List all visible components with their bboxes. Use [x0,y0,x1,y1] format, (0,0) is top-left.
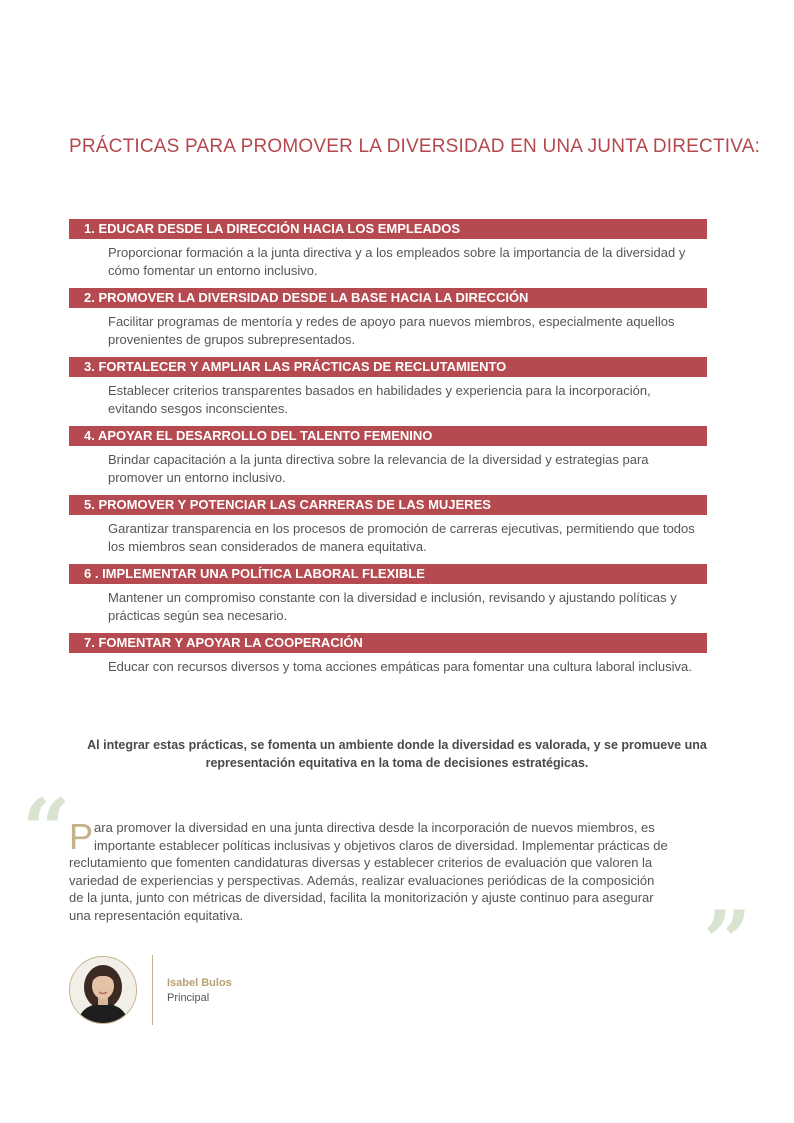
practice-heading: 7. FOMENTAR Y APOYAR LA COOPERACIÓN [69,633,707,653]
drop-cap: P [69,816,94,857]
practice-description: Mantener un compromiso constante con la diversidad e inclusión, revisando y ajustando políticas y prácticas según sea necesario. [108,590,677,623]
close-quote-icon: ” [703,892,752,991]
author-name: Isabel Bulos [167,977,232,989]
practice-item [69,495,707,555]
practice-item [69,288,707,348]
practice-description: Establecer criterios transparentes basados en habilidades y experiencia para la incorporación, evitando sesgos inconscientes. [108,383,651,416]
practice-description: Proporcionar formación a la junta directiva y a los empleados sobre la importancia de la diversidad y cómo fomentar un entorno inclusivo. [108,245,686,278]
practice-description: Brindar capacitación a la junta directiva sobre la relevancia de la diversidad y estrategias para promover un entorno inclusivo. [108,452,649,485]
avatar [69,956,137,1024]
practice-heading: 2. PROMOVER LA DIVERSIDAD DESDE LA BASE HACIA LA DIRECCIÓN [69,288,707,308]
open-quote-icon: “ [22,780,71,879]
practice-heading: 5. PROMOVER Y POTENCIAR LAS CARRERAS DE LAS MUJERES [69,495,707,515]
practice-item [69,426,707,486]
practice-description: Facilitar programas de mentoría y redes de apoyo para nuevos miembros, especialmente aquellos provenientes de grupos subrepresentados. [108,314,675,347]
practice-heading: 1. EDUCAR DESDE LA DIRECCIÓN HACIA LOS EMPLEADOS [69,219,707,239]
practice-heading: 6 . IMPLEMENTAR UNA POLÍTICA LABORAL FLEXIBLE [69,564,707,584]
author-role: Principal [167,992,210,1004]
practice-heading: 3. FORTALECER Y AMPLIAR LAS PRÁCTICAS DE RECLUTAMIENTO [69,357,707,377]
author-divider [152,955,153,1025]
testimonial-quote [69,816,669,924]
practice-description: Garantizar transparencia en los procesos de promoción de carreras ejecutivas, permitiendo que todos los miembros sean considerados de manera equitativa. [108,521,695,554]
practice-item [69,219,707,279]
practices-list [69,219,707,685]
practice-item [69,564,707,624]
practice-item [69,633,707,676]
practice-description: Educar con recursos diversos y toma acciones empáticas para fomentar una cultura laboral inclusiva. [108,659,692,674]
page-title: PRÁCTICAS PARA PROMOVER LA DIVERSIDAD EN UNA JUNTA DIRECTIVA: [69,136,761,157]
person-portrait-icon [70,957,136,1023]
practice-item [69,357,707,417]
summary-text: Al integrar estas prácticas, se fomenta un ambiente donde la diversidad es valorada, y se promueve una representación equitativa en la toma de decisiones estratégicas. [87,738,707,770]
practice-heading: 4. APOYAR EL DESARROLLO DEL TALENTO FEMENINO [69,426,707,446]
quote-body: ara promover la diversidad en una junta directiva desde la incorporación de nuevos miembros, es importante establecer políticas inclusivas y objetivos claros de diversidad. Implementar prácticas de reclutamiento que fomenten candidaturas diversas y establecer criterios de evaluación que valoren la variedad de experiencias y perspectivas. Además, realizar evaluaciones periódicas de la composición de la junta, junto con métricas de diversidad, facilita la monitorización y ajuste continuo para asegurar una representación equitativa. [69,820,668,923]
